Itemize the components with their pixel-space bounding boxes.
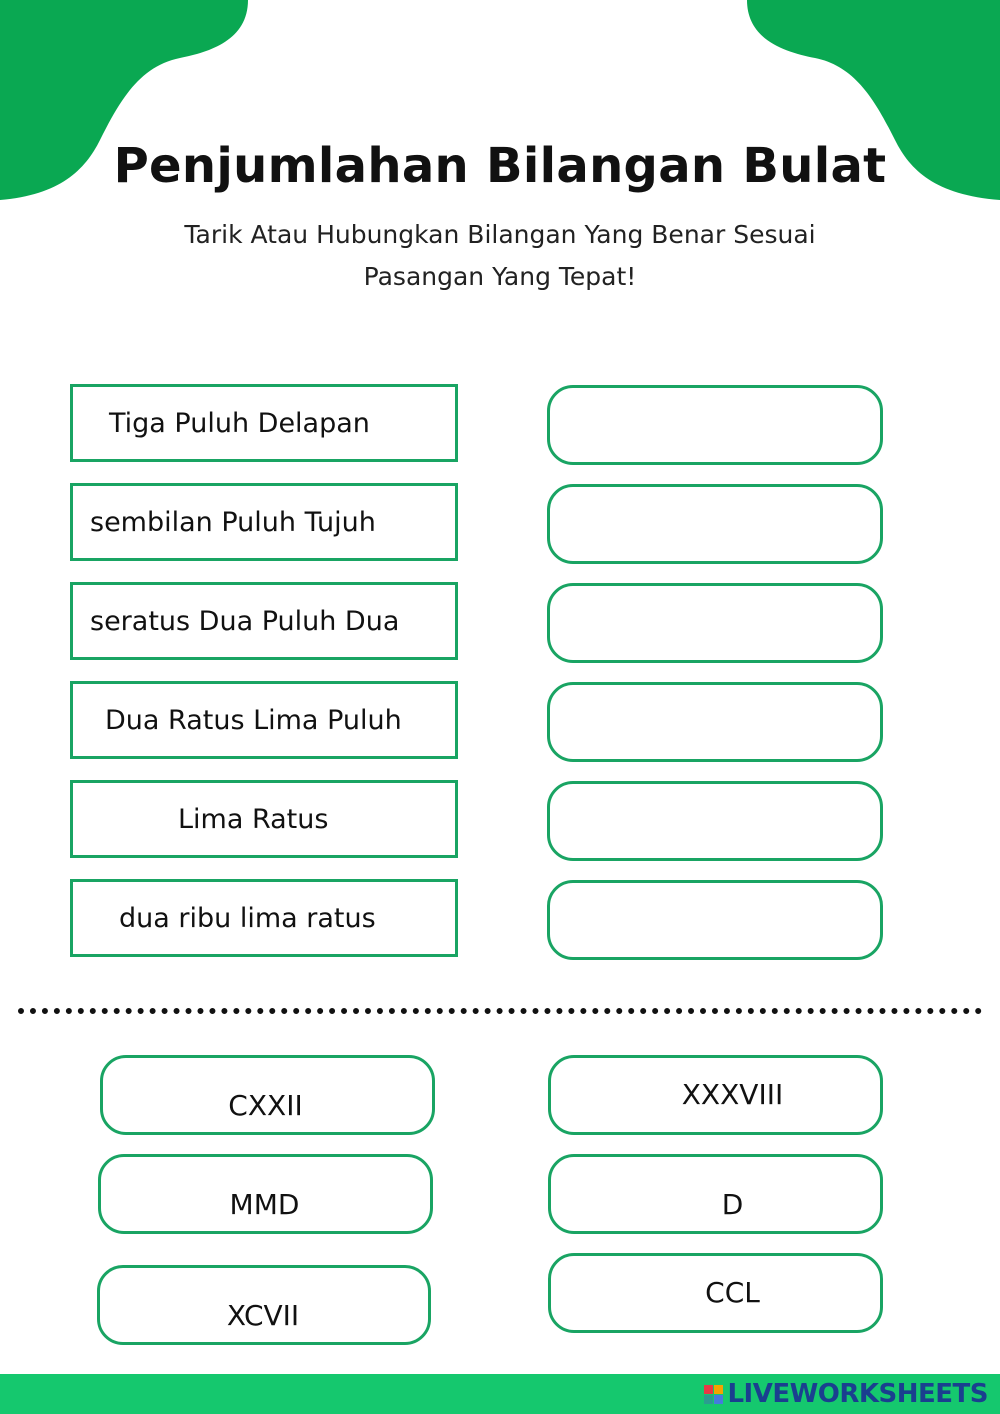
word-label: Tiga Puluh Delapan — [109, 407, 370, 439]
word-label: seratus Dua Puluh Dua — [90, 605, 400, 637]
answer-label: D — [721, 1187, 744, 1221]
answer-tile-ccl[interactable] — [548, 1253, 883, 1333]
answer-label: XXXVIII — [681, 1077, 784, 1111]
word-box-4 — [70, 681, 458, 759]
drop-slot-3[interactable] — [547, 583, 883, 663]
answer-tile-cxxii[interactable] — [100, 1055, 435, 1135]
liveworksheets-logo — [704, 1376, 988, 1412]
drop-slot-5[interactable] — [547, 781, 883, 861]
word-box-5 — [70, 780, 458, 858]
drop-slot-1[interactable] — [547, 385, 883, 465]
answer-label: XCVII — [226, 1298, 300, 1332]
word-label: Dua Ratus Lima Puluh — [105, 704, 402, 736]
dotted-divider — [18, 1008, 982, 1014]
answer-label: MMD — [229, 1187, 300, 1221]
page-title: Penjumlahan Bilangan Bulat — [113, 138, 887, 194]
instructions — [100, 214, 900, 298]
word-box-2 — [70, 483, 458, 561]
liveworksheets-logo-text: LIVEWORKSHEETS — [727, 1379, 988, 1409]
answer-label: CXXII — [228, 1088, 303, 1122]
answer-tile-xxxviii[interactable] — [548, 1055, 883, 1135]
answer-tile-d[interactable] — [548, 1154, 883, 1234]
drop-slot-2[interactable] — [547, 484, 883, 564]
answer-tile-mmd[interactable] — [98, 1154, 433, 1234]
word-box-1 — [70, 384, 458, 462]
word-box-3 — [70, 582, 458, 660]
instructions-line-2: Pasangan Yang Tepat! — [363, 262, 637, 291]
answer-label: CCL — [705, 1275, 760, 1309]
word-label: sembilan Puluh Tujuh — [90, 506, 376, 538]
instructions-line-1: Tarik Atau Hubungkan Bilangan Yang Benar Sesuai — [184, 220, 816, 249]
word-box-6 — [70, 879, 458, 957]
word-label: dua ribu lima ratus — [119, 902, 376, 934]
liveworksheets-logo-icon — [704, 1385, 723, 1404]
drop-slot-6[interactable] — [547, 880, 883, 960]
word-label: Lima Ratus — [178, 803, 329, 835]
drop-slot-4[interactable] — [547, 682, 883, 762]
answer-tile-xcvii[interactable] — [97, 1265, 431, 1345]
